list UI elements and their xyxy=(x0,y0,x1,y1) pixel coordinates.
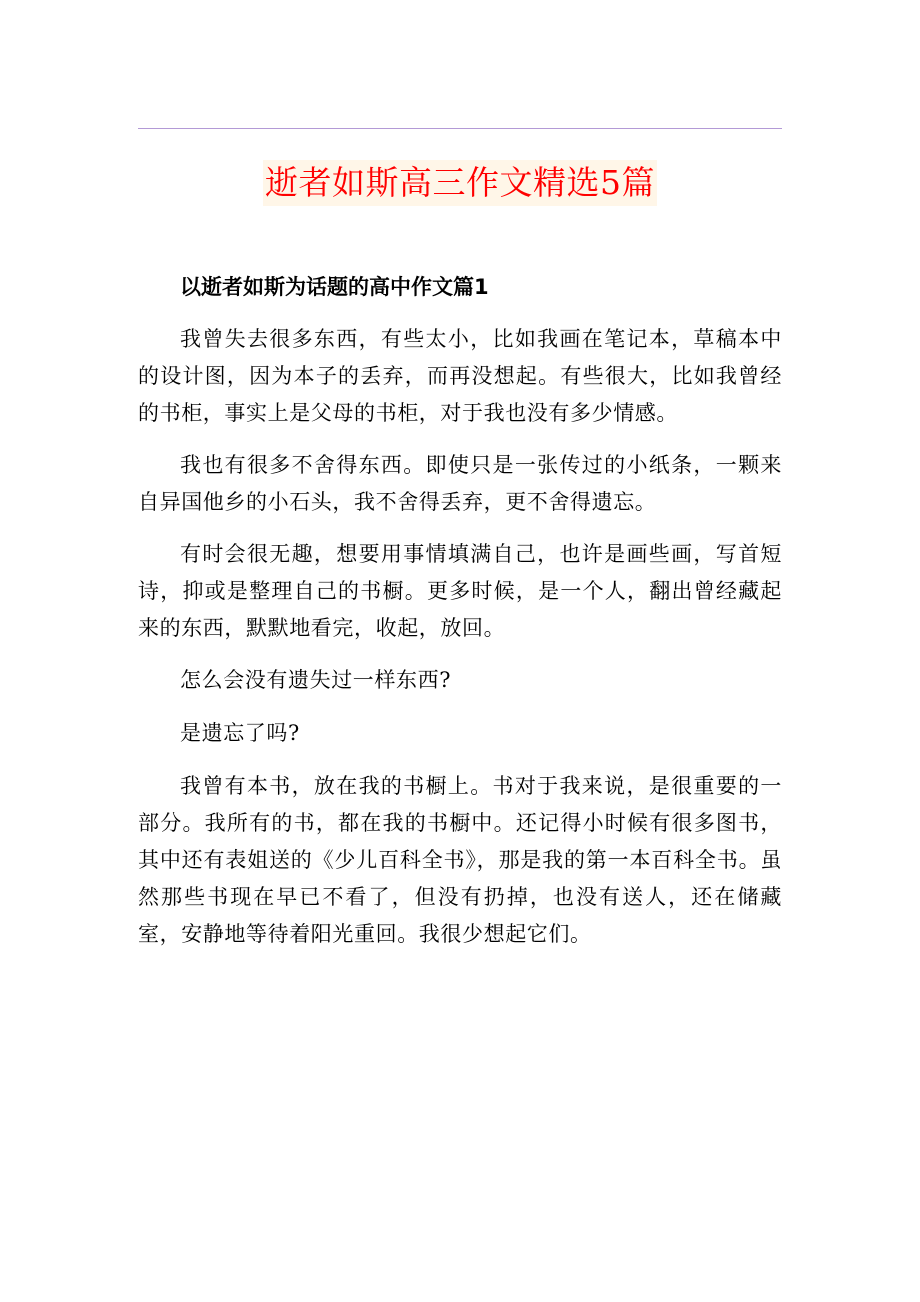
header-rule xyxy=(138,128,782,129)
paragraph-6: 我曾有本书，放在我的书橱上。书对于我来说，是很重要的一部分。我所有的书，都在我的书橱中。还记得小时候有很多图书，其中还有表姐送的《少儿百科全书》，那是我的第一本百科全书。虽然那些书现在早已不看了，但没有扔掉，也没有送人，还在储藏室，安静地等待着阳光重回。我很少想起它们。 xyxy=(138,774,782,946)
section-heading: 以逝者如斯为话题的高中作文篇1 xyxy=(180,275,489,299)
paragraph-3: 有时会很无趣，想要用事情填满自己，也许是画些画，写首短诗，抑或是整理自己的书橱。更多时候，是一个人，翻出曾经藏起来的东西，默默地看完，收起，放回。 xyxy=(138,542,782,640)
paragraph-5: 是遗忘了吗? xyxy=(180,721,300,745)
page-title: 逝者如斯高三作文精选5篇 xyxy=(263,160,657,206)
article-body xyxy=(138,265,782,968)
paragraph-1: 我曾失去很多东西，有些太小，比如我画在笔记本，草稿本中的设计图，因为本子的丢弃，而再没想起。有些很大，比如我曾经的书柜，事实上是父母的书柜，对于我也没有多少情感。 xyxy=(138,327,782,425)
paragraph-4: 怎么会没有遗失过一样东西? xyxy=(180,668,452,692)
title-container xyxy=(0,160,920,206)
paragraph-2: 我也有很多不舍得东西。即使只是一张传过的小纸条，一颗来自异国他乡的小石头，我不舍得丢弃，更不舍得遗忘。 xyxy=(138,453,782,514)
